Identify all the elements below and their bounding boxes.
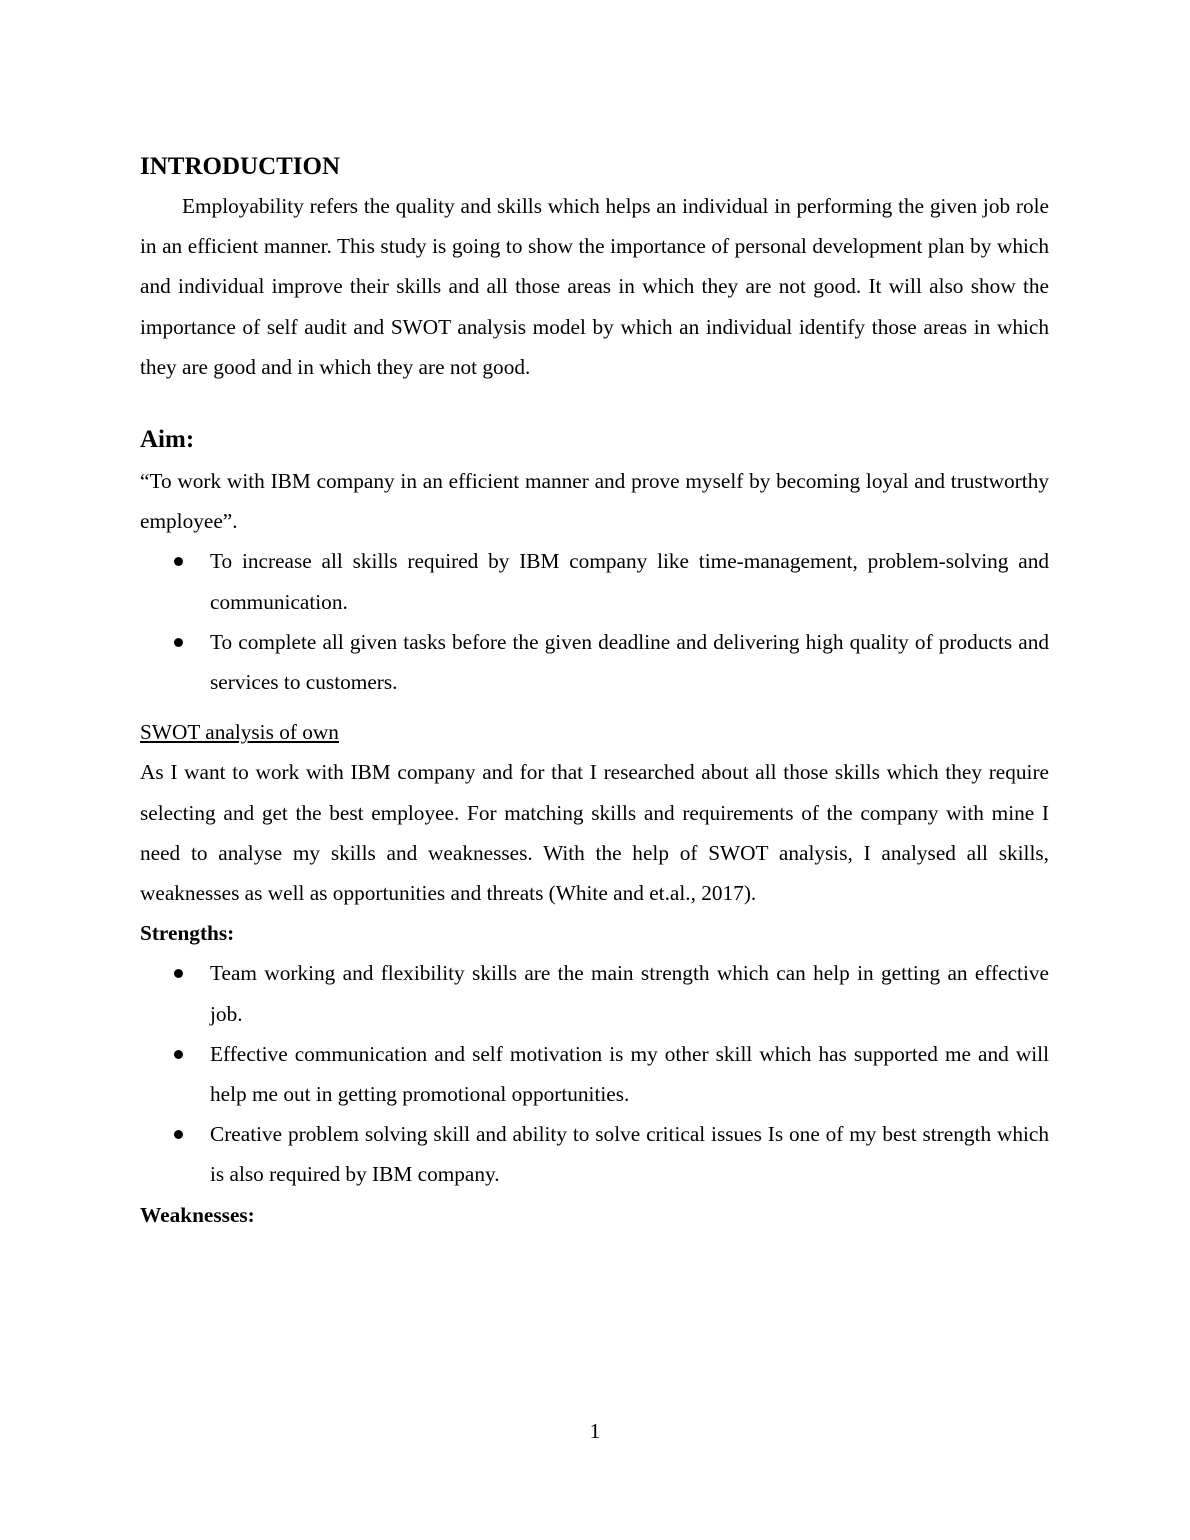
list-item (210, 1114, 1049, 1194)
aim-statement: “To work with IBM company in an efficient manner and prove myself by becoming loyal and trustworthy employee”. (140, 469, 1049, 534)
aim-heading: Aim: (140, 426, 195, 454)
page-number: 1 (589, 1419, 601, 1443)
bullet-icon (174, 557, 183, 566)
swot-heading: SWOT analysis of own (140, 720, 339, 745)
list-item (210, 541, 1049, 621)
list-item-text: To complete all given tasks before the given deadline and delivering high quality of products and services to customers. (210, 629, 1049, 695)
introduction-paragraph: Employability refers the quality and skills which helps an individual in performing the given job role in an efficient manner. This study is going to show the importance of personal development plan by which and individual improve their skills and all those areas in which they are not good. It will also show the importance of self audit and SWOT analysis model by which an individual identify those areas in which they are good and in which they are not good. (140, 194, 1049, 379)
weaknesses-label: Weaknesses: (140, 1202, 255, 1227)
bullet-icon (174, 638, 183, 647)
list-item-text: Effective communication and self motivation is my other skill which has supported me and will help me out in getting promotional opportunities. (210, 1041, 1049, 1107)
bullet-icon (174, 1050, 183, 1059)
strengths-bullet-list (140, 953, 1049, 1194)
introduction-heading: INTRODUCTION (140, 153, 341, 180)
swot-paragraph: As I want to work with IBM company and for that I researched about all those skills which they require selecting and get the best employee. For matching skills and requirements of the company with mine I need to analyse my skills and weaknesses. With the help of SWOT analysis, I analysed all skills, weaknesses as well as opportunities and threats (White and et.al., 2017). (140, 760, 1049, 906)
list-item-text: Team working and flexibility skills are the main strength which can help in getting an effective job. (210, 961, 1049, 1026)
bullet-icon (174, 969, 183, 978)
list-item (210, 1034, 1049, 1114)
list-item-text: To increase all skills required by IBM company like time-management, problem-solving and communication. (210, 549, 1049, 614)
list-item (210, 622, 1049, 702)
list-item-text: Creative problem solving skill and ability to solve critical issues Is one of my best strength which is also required by IBM company. (210, 1122, 1049, 1187)
strengths-label: Strengths: (140, 921, 235, 946)
document-page (140, 150, 1049, 1235)
aim-bullet-list (140, 541, 1049, 702)
bullet-icon (174, 1130, 183, 1139)
section-spacer (140, 387, 1049, 423)
list-item (210, 953, 1049, 1033)
